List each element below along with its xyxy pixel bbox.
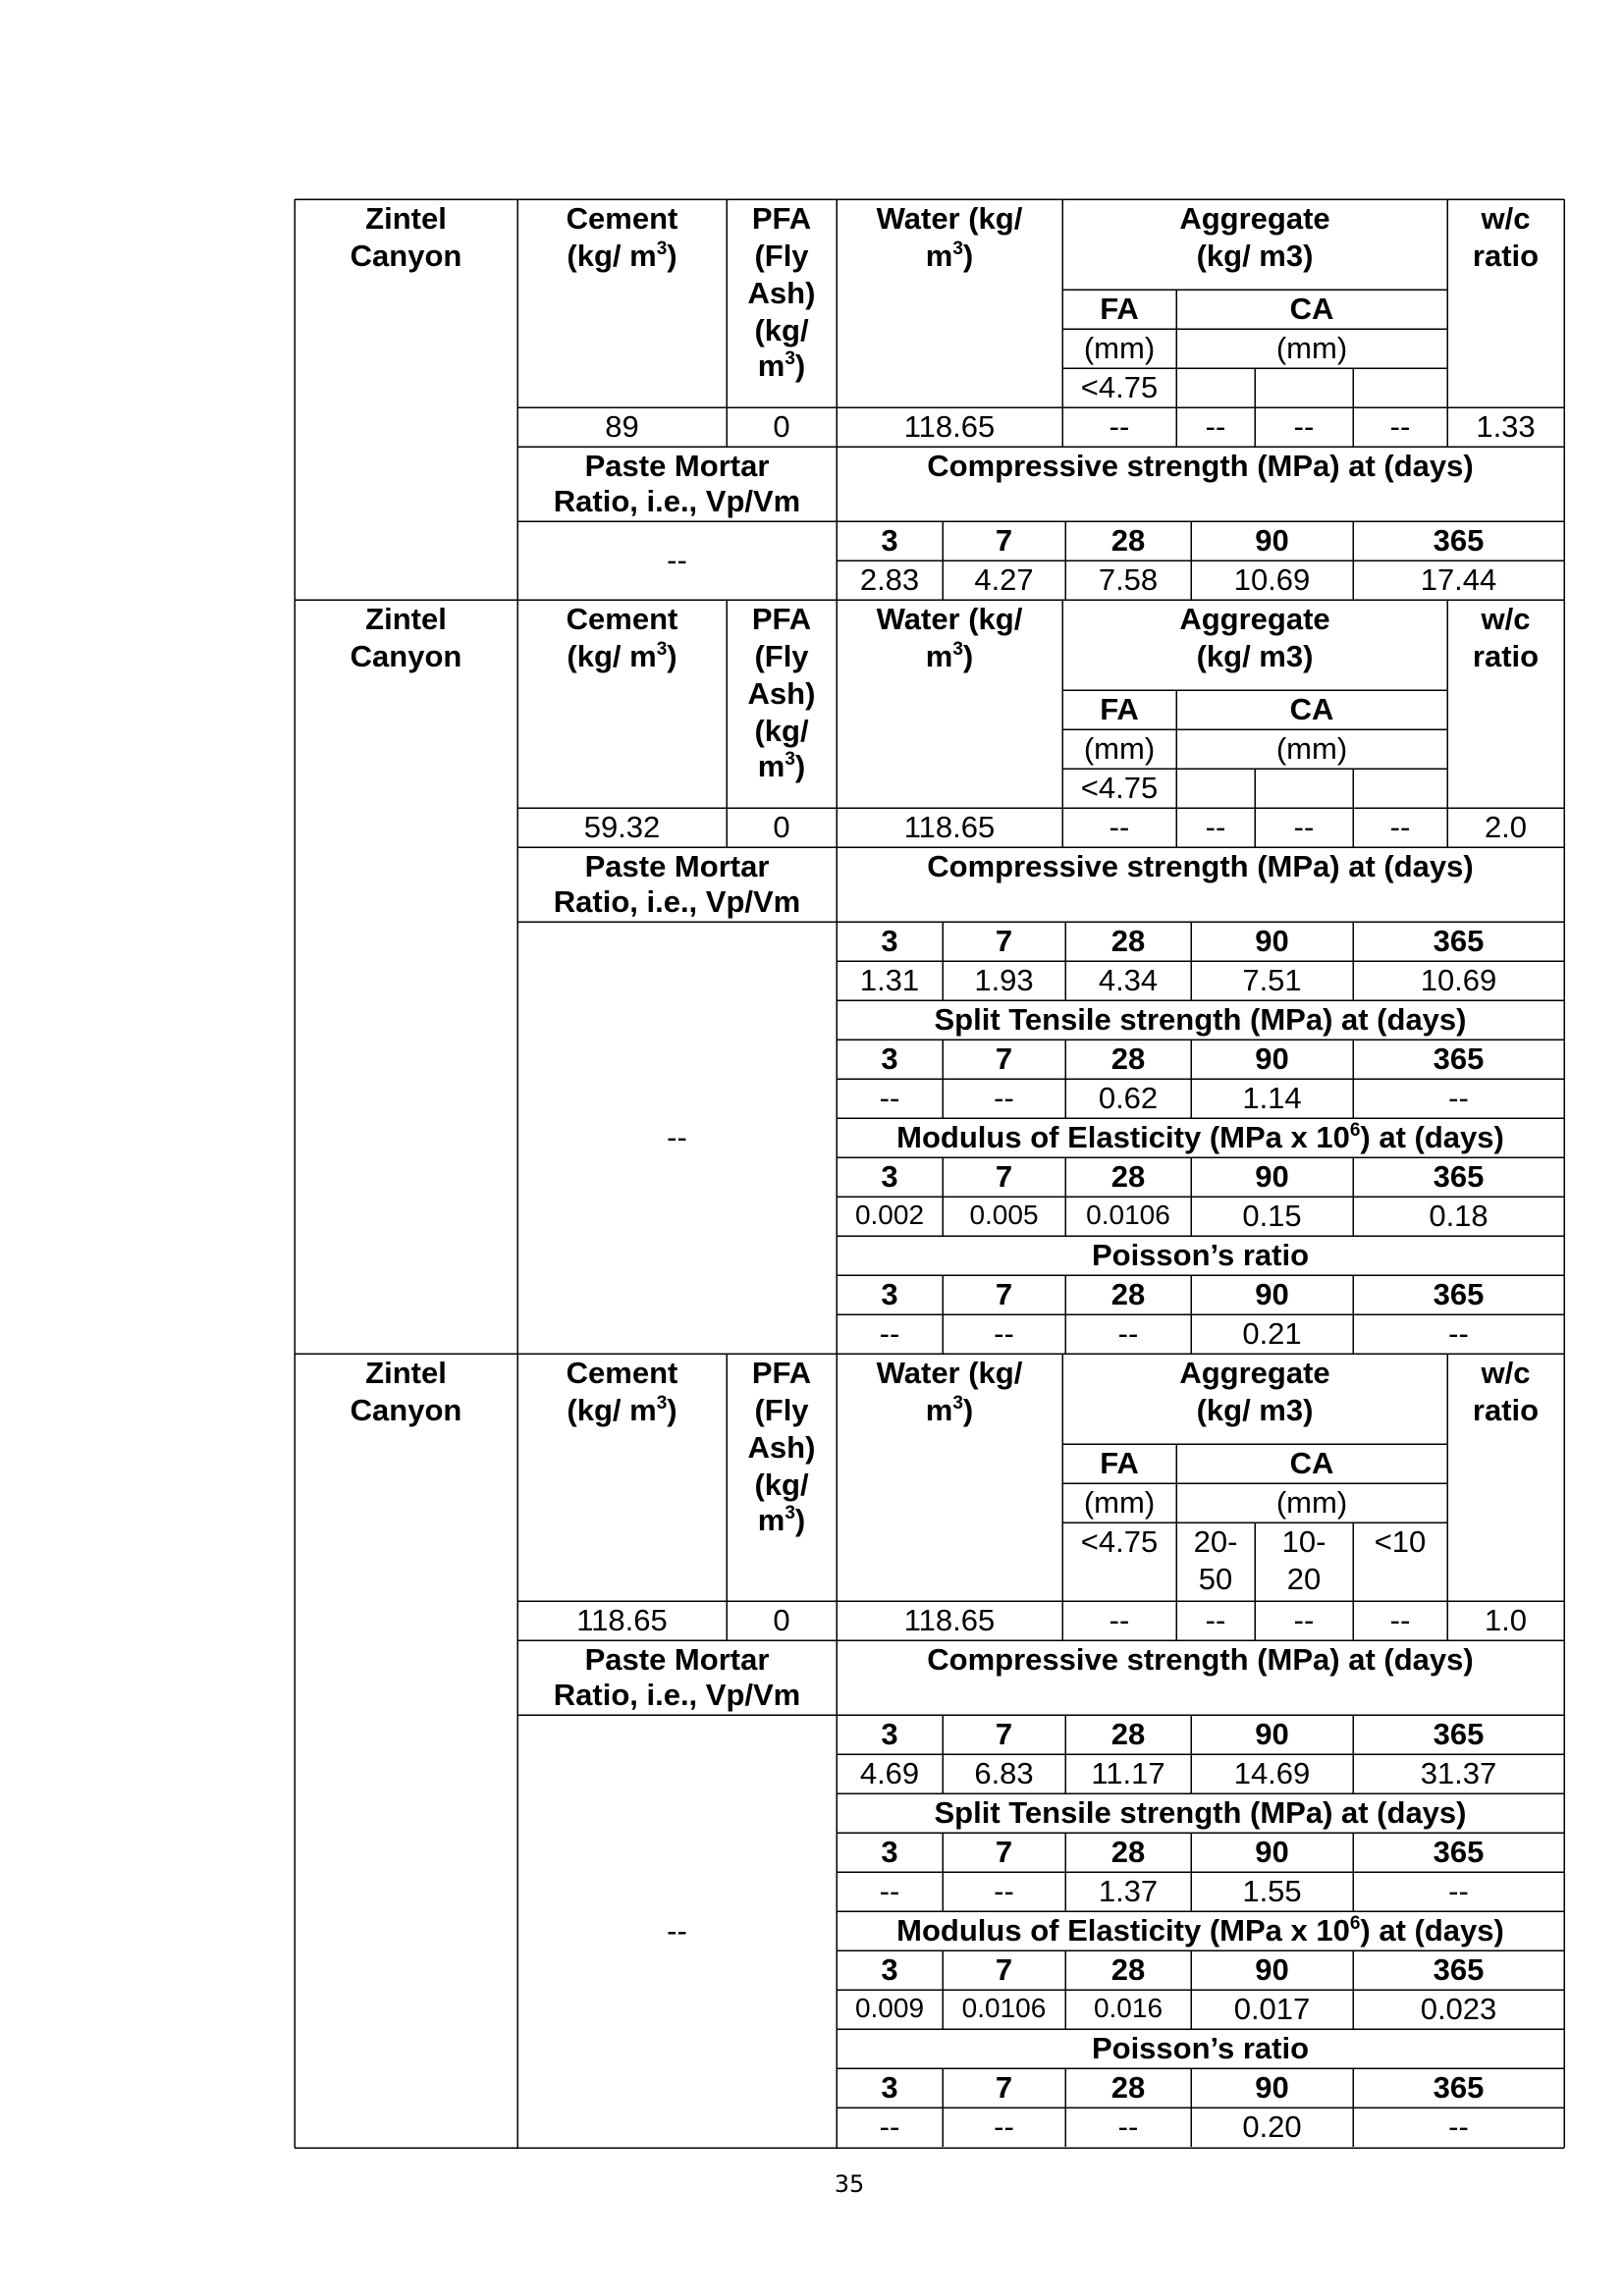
property-value: --: [994, 1081, 1014, 1115]
ca-value: --: [1293, 1603, 1315, 1637]
cement-header: Cement: [566, 201, 678, 236]
property-value: --: [994, 1874, 1014, 1908]
day-label: 365: [1433, 1717, 1485, 1751]
fa-value: --: [1109, 409, 1130, 444]
pfa-unit: $m^3$): [757, 348, 806, 383]
property-title: Compressive strength (MPa) at (days): [927, 1642, 1474, 1677]
pfa-header: (Fly: [754, 639, 809, 673]
wc-header: ratio: [1472, 1393, 1540, 1427]
pmr-header: Paste Mortar: [584, 849, 770, 883]
cement-value: 118.65: [576, 1603, 668, 1637]
day-label: 3: [881, 1717, 898, 1751]
ca-size: <10: [1374, 1524, 1427, 1559]
aggregate-header: Aggregate: [1179, 201, 1330, 236]
property-value: --: [1448, 1081, 1469, 1115]
property-value: 31.37: [1420, 1756, 1497, 1790]
cement-header: Cement: [566, 602, 678, 636]
pfa-unit: (kg/: [754, 714, 809, 748]
water-value: 118.65: [903, 810, 996, 844]
day-label: 28: [1110, 1952, 1146, 1987]
aggregate-header: Aggregate: [1179, 602, 1330, 636]
pmr-value: --: [667, 543, 687, 577]
day-label: 7: [995, 1041, 1013, 1076]
pmr-value: --: [667, 1913, 687, 1949]
property-value: --: [1117, 1316, 1139, 1351]
pfa-value: 0: [773, 1603, 790, 1637]
site-name: Zintel: [365, 602, 447, 636]
ca-unit: (mm): [1275, 1485, 1348, 1520]
water-value: 118.65: [903, 409, 996, 444]
ca-unit: (mm): [1275, 331, 1348, 365]
day-label: 28: [1110, 1277, 1146, 1311]
water-unit: $m^3$): [925, 639, 974, 673]
ca-value: --: [1205, 409, 1226, 444]
property-title: Poisson’s ratio: [1091, 2031, 1310, 2065]
pfa-header: (Fly: [754, 239, 809, 273]
ca-value: --: [1205, 1603, 1226, 1637]
water-value: 118.65: [903, 1603, 996, 1637]
fa-unit: (mm): [1083, 731, 1156, 766]
property-value: 1.37: [1098, 1874, 1159, 1908]
property-value: --: [879, 1081, 900, 1115]
ca-value: --: [1389, 409, 1411, 444]
ca-size: 10-: [1281, 1524, 1326, 1559]
day-label: 365: [1433, 924, 1485, 958]
property-value: 17.44: [1420, 562, 1497, 597]
day-label: 28: [1110, 1717, 1146, 1751]
property-value: 0.017: [1233, 1992, 1311, 2026]
site-name: Canyon: [350, 639, 462, 673]
aggregate-unit: (kg/ m3): [1196, 239, 1314, 273]
fa-unit: (mm): [1083, 1485, 1156, 1520]
pfa-unit: $m^3$): [757, 1503, 806, 1537]
property-value: 1.31: [859, 963, 920, 997]
pfa-unit: (kg/: [754, 1468, 809, 1502]
ca-size: 50: [1198, 1562, 1233, 1596]
property-value: --: [1448, 1316, 1469, 1351]
table-grid: [295, 199, 1564, 2148]
property-value: 1.55: [1242, 1874, 1302, 1908]
property-value: --: [1448, 1874, 1469, 1908]
day-label: 90: [1255, 1717, 1289, 1751]
day-label: 7: [995, 1952, 1013, 1987]
day-label: 7: [995, 523, 1013, 558]
wc-header: w/c: [1481, 201, 1531, 236]
property-value: --: [879, 2109, 900, 2144]
pfa-unit: $m^3$): [757, 749, 806, 783]
fa-size: <4.75: [1080, 1524, 1159, 1559]
ca-size: 20-: [1193, 1524, 1238, 1559]
wc-header: ratio: [1472, 639, 1540, 673]
ca-value: --: [1389, 1603, 1411, 1637]
property-value: 4.34: [1098, 963, 1159, 997]
site-name: Zintel: [365, 201, 447, 236]
property-value: 10.69: [1420, 963, 1497, 997]
pfa-header: PFA: [751, 1356, 812, 1390]
aggregate-unit: (kg/ m3): [1196, 639, 1314, 673]
property-value: --: [994, 1316, 1014, 1351]
day-label: 7: [995, 1717, 1013, 1751]
wc-header: w/c: [1481, 602, 1531, 636]
day-label: 7: [995, 924, 1013, 958]
property-value: --: [879, 1874, 900, 1908]
page-number: 35: [834, 2170, 865, 2198]
cement-unit: (kg/ $m^3$): [567, 639, 677, 673]
day-label: 28: [1110, 1835, 1146, 1869]
property-value: 0.0106: [1086, 1200, 1170, 1230]
water-header: Water (kg/: [876, 201, 1023, 236]
day-label: 90: [1255, 2070, 1289, 2105]
site-name: Zintel: [365, 1356, 447, 1390]
property-title: Split Tensile strength (MPa) at (days): [934, 1002, 1467, 1037]
ca-unit: (mm): [1275, 731, 1348, 766]
fa-header: FA: [1100, 1446, 1139, 1480]
fa-unit: (mm): [1083, 331, 1156, 365]
day-label: 7: [995, 1277, 1013, 1311]
day-label: 90: [1255, 1159, 1289, 1194]
property-value: 10.69: [1233, 562, 1311, 597]
day-label: 3: [881, 1041, 898, 1076]
aggregate-header: Aggregate: [1179, 1356, 1330, 1390]
pfa-unit: (kg/: [754, 313, 809, 347]
property-value: 6.83: [974, 1756, 1034, 1790]
cement-unit: (kg/ $m^3$): [567, 239, 677, 273]
water-unit: $m^3$): [925, 1393, 974, 1427]
pmr-value: --: [667, 1120, 687, 1154]
aggregate-unit: (kg/ m3): [1196, 1393, 1314, 1427]
day-label: 28: [1110, 1041, 1146, 1076]
day-label: 365: [1433, 1952, 1485, 1987]
water-header: Water (kg/: [876, 602, 1023, 636]
day-label: 90: [1255, 924, 1289, 958]
pfa-header: Ash): [747, 1430, 816, 1465]
pfa-value: 0: [773, 810, 790, 844]
property-value: 7.51: [1242, 963, 1302, 997]
ca-value: --: [1389, 810, 1411, 844]
wc-value: 2.0: [1484, 810, 1528, 844]
day-label: 365: [1433, 2070, 1485, 2105]
property-value: 2.83: [859, 562, 920, 597]
property-value: 7.58: [1098, 562, 1159, 597]
day-label: 28: [1110, 523, 1146, 558]
pfa-header: PFA: [751, 602, 812, 636]
cement-value: 89: [605, 409, 639, 444]
day-label: 365: [1433, 1041, 1485, 1076]
property-value: 14.69: [1233, 1756, 1311, 1790]
pmr-header: Ratio, i.e., Vp/Vm: [553, 484, 801, 518]
property-value: 0.005: [969, 1200, 1039, 1230]
property-value: 4.27: [974, 562, 1034, 597]
day-label: 28: [1110, 2070, 1146, 2105]
property-value: --: [1448, 2109, 1469, 2144]
fa-header: FA: [1100, 292, 1139, 326]
ca-size: 20: [1286, 1562, 1322, 1596]
ca-header: CA: [1289, 1446, 1334, 1480]
pfa-header: Ash): [747, 676, 816, 711]
property-value: --: [994, 2109, 1014, 2144]
property-value: 0.0106: [961, 1993, 1047, 2023]
wc-value: 1.33: [1476, 409, 1536, 444]
ca-header: CA: [1289, 692, 1334, 726]
day-label: 3: [881, 2070, 898, 2105]
day-label: 365: [1433, 523, 1485, 558]
table-text: [351, 201, 1539, 2144]
property-value: --: [1117, 2109, 1139, 2144]
pfa-header: (Fly: [754, 1393, 809, 1427]
day-label: 3: [881, 924, 898, 958]
day-label: 7: [995, 1159, 1013, 1194]
day-label: 90: [1255, 1835, 1289, 1869]
property-title: Modulus of Elasticity (MPa x $10^6$) at (days): [896, 1120, 1504, 1154]
property-title: Compressive strength (MPa) at (days): [927, 849, 1474, 883]
property-title: Poisson’s ratio: [1091, 1238, 1310, 1272]
wc-header: ratio: [1472, 239, 1540, 273]
day-label: 365: [1433, 1159, 1485, 1194]
day-label: 90: [1255, 1277, 1289, 1311]
fa-size: <4.75: [1080, 771, 1159, 805]
ca-value: --: [1205, 810, 1226, 844]
fa-header: FA: [1100, 692, 1139, 726]
pmr-header: Paste Mortar: [584, 449, 770, 483]
day-label: 90: [1255, 523, 1289, 558]
property-value: 0.009: [854, 1993, 925, 2023]
site-name: Canyon: [350, 1393, 462, 1427]
pfa-header: PFA: [751, 201, 812, 236]
day-label: 90: [1255, 1041, 1289, 1076]
property-value: 0.18: [1429, 1199, 1489, 1233]
property-value: 11.17: [1091, 1756, 1165, 1790]
property-value: 4.69: [859, 1756, 920, 1790]
day-label: 3: [881, 1159, 898, 1194]
water-header: Water (kg/: [876, 1356, 1023, 1390]
property-value: 0.20: [1242, 2109, 1302, 2144]
wc-value: 1.0: [1484, 1603, 1528, 1637]
property-value: 1.93: [974, 963, 1034, 997]
day-label: 7: [995, 2070, 1013, 2105]
fa-value: --: [1109, 810, 1130, 844]
property-value: 0.21: [1242, 1316, 1302, 1351]
cement-unit: (kg/ $m^3$): [567, 1393, 677, 1427]
pmr-header: Ratio, i.e., Vp/Vm: [553, 884, 801, 919]
property-value: 0.016: [1093, 1993, 1164, 2023]
property-value: 0.62: [1098, 1081, 1159, 1115]
fa-size: <4.75: [1080, 370, 1159, 404]
pfa-header: Ash): [747, 276, 816, 310]
ca-header: CA: [1289, 292, 1334, 326]
property-title: Modulus of Elasticity (MPa x $10^6$) at (days): [896, 1913, 1504, 1948]
property-title: Split Tensile strength (MPa) at (days): [934, 1795, 1467, 1830]
property-value: 0.023: [1420, 1992, 1497, 2026]
ca-value: --: [1293, 409, 1315, 444]
wc-header: w/c: [1481, 1356, 1531, 1390]
day-label: 90: [1255, 1952, 1289, 1987]
day-label: 28: [1110, 1159, 1146, 1194]
property-value: 0.002: [854, 1200, 925, 1230]
day-label: 3: [881, 1952, 898, 1987]
cement-value: 59.32: [583, 810, 661, 844]
day-label: 28: [1110, 924, 1146, 958]
day-label: 365: [1433, 1835, 1485, 1869]
property-value: --: [879, 1316, 900, 1351]
cement-header: Cement: [566, 1356, 678, 1390]
property-title: Compressive strength (MPa) at (days): [927, 449, 1474, 483]
property-value: 1.14: [1242, 1081, 1302, 1115]
day-label: 3: [881, 523, 898, 558]
property-value: 0.15: [1242, 1199, 1302, 1233]
pmr-header: Ratio, i.e., Vp/Vm: [553, 1678, 801, 1712]
day-label: 3: [881, 1835, 898, 1869]
day-label: 7: [995, 1835, 1013, 1869]
pmr-header: Paste Mortar: [584, 1642, 770, 1677]
day-label: 365: [1433, 1277, 1485, 1311]
day-label: 3: [881, 1277, 898, 1311]
pfa-value: 0: [773, 409, 790, 444]
site-name: Canyon: [350, 239, 462, 273]
ca-value: --: [1293, 810, 1315, 844]
fa-value: --: [1109, 1603, 1130, 1637]
water-unit: $m^3$): [925, 239, 974, 273]
